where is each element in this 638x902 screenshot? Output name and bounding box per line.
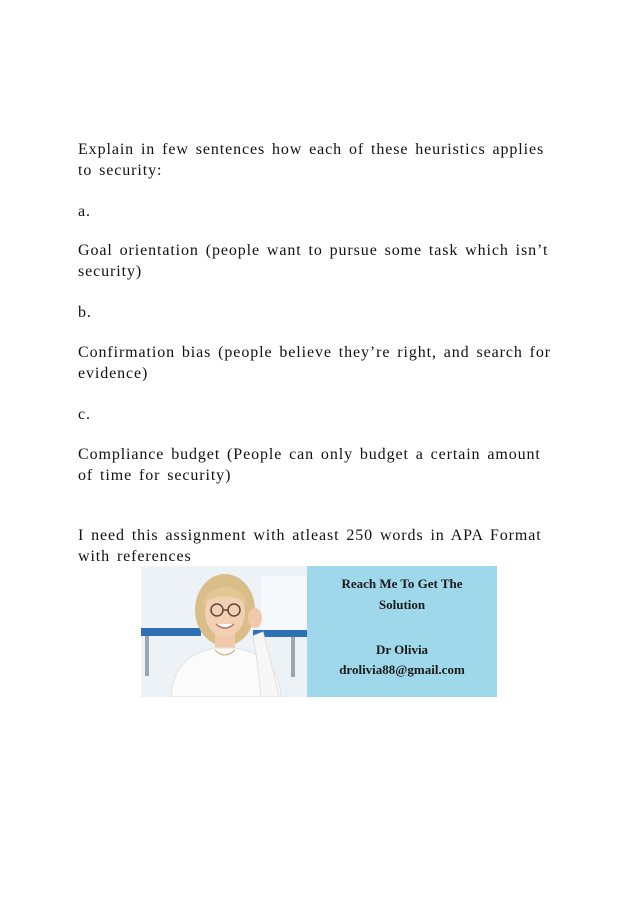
item-label-b: b. <box>78 304 92 321</box>
tutor-name: Dr Olivia <box>375 642 429 657</box>
tutor-photo <box>141 566 307 697</box>
tutor-portrait-illustration <box>141 566 307 697</box>
contact-email[interactable]: drolivia88@gmail.com <box>339 662 465 677</box>
item-confirmation-bias: Confirmation bias (people believe they’re right, and search for evidence) <box>78 344 551 382</box>
item-label-a: a. <box>78 203 91 220</box>
contact-banner <box>141 566 497 697</box>
item-label-c: c. <box>78 406 91 423</box>
item-goal-orientation: Goal orientation (people want to pursue some task which isn’t security) <box>78 242 549 280</box>
assignment-requirement: I need this assignment with atleast 250 words in APA Format with references <box>78 527 542 565</box>
item-compliance-budget: Compliance budget (People can only budget a certain amount of time for security) <box>78 446 541 484</box>
banner-headline: Reach Me To Get The <box>341 576 463 591</box>
banner-subheadline: Solution <box>378 597 426 612</box>
contact-panel <box>307 566 497 697</box>
question-prompt: Explain in few sentences how each of these heuristics applies to security: <box>78 141 545 179</box>
